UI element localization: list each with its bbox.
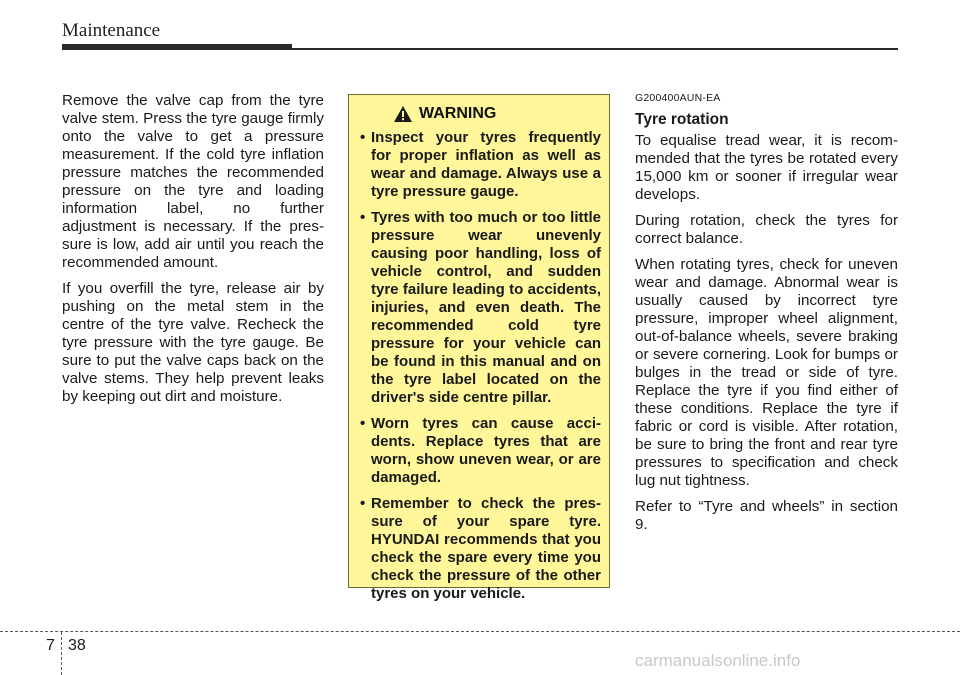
warning-title: WARNING bbox=[419, 105, 497, 122]
warning-item bbox=[361, 209, 601, 407]
paragraph: Refer to “Tyre and wheels” in section 9. bbox=[635, 498, 898, 533]
header-rule-thick bbox=[62, 44, 292, 50]
left-column bbox=[62, 92, 324, 414]
paragraph: If you overfill the tyre, release air by pushing on the metal stem in the centre of the tyre valve. Recheck the tyre pressure with the tyre gauge. Be sure to put the valve caps back on the valve stems. They help prevent leaks by keeping out dirt and moisture. bbox=[62, 280, 324, 405]
watermark: carmanualsonline.info bbox=[635, 651, 801, 670]
paragraph: To equalise tread wear, it is recommended that the tyres be rotated every 15,000 km or sooner if irregular wear develops. bbox=[635, 132, 898, 203]
paragraph: Remove the valve cap from the tyre valve stem. Press the tyre gauge firmly onto the valve to get a pressure measurement. If the cold tyre inflation pressure matches the recommended pressure on the tyre and loading information label, no further adjustment is necessary. If the pressure is low, add air until you reach the recommended amount. bbox=[62, 92, 324, 271]
warning-item-text: Inspect your tyres frequently for proper inflation as well as wear and damage. Always use a tyre pressure gauge. bbox=[371, 129, 601, 200]
footer-page-number: 38 bbox=[68, 637, 86, 654]
warning-list bbox=[361, 129, 601, 603]
header-title: Maintenance bbox=[62, 20, 161, 41]
bullet: • bbox=[360, 209, 366, 226]
header-rule-thin bbox=[292, 48, 898, 50]
footer-divider bbox=[61, 632, 62, 675]
bullet: • bbox=[360, 129, 366, 146]
section-code: G200400AUN-EA bbox=[635, 92, 721, 104]
paragraph: During rotation, check the tyres for correct balance. bbox=[635, 212, 898, 247]
warning-item bbox=[361, 495, 601, 603]
warning-item-text: Tyres with too much or too little pressure wear unevenly causing poor handling, loss of vehicle control, and sudden tyre failure leading to accidents, injuries, and even death. The recommended cold tyre pressure for your vehicle can be found in this manual and on the tyre label located on the driver's side centre pillar. bbox=[371, 209, 601, 406]
footer-rule bbox=[0, 631, 960, 632]
warning-item bbox=[361, 129, 601, 201]
footer-section-number: 7 bbox=[46, 637, 55, 654]
section-heading: Tyre rotation bbox=[635, 111, 729, 128]
right-column bbox=[635, 92, 898, 542]
bullet: • bbox=[360, 415, 366, 432]
bullet: • bbox=[360, 495, 366, 512]
warning-box bbox=[348, 94, 610, 602]
paragraph: When rotating tyres, check for uneven wear and damage. Abnormal wear is usually caused by incorrect tyre pressure, improper wheel alignment, out-of-balance wheels, severe braking or severe cornering. Look for bumps or bulges in the tread or side of tyre. Replace the tyre if you find either of these conditions. Replace the tyre if fabric or cord is visible. After rotation, be sure to bring the front and rear tyre pressures to specification and check lug nut tightness. bbox=[635, 256, 898, 489]
warning-triangle-icon bbox=[393, 105, 413, 123]
warning-header bbox=[393, 105, 601, 123]
warning-item-text: Worn tyres can cause accidents. Replace tyres that are worn, show uneven wear, or are damaged. bbox=[371, 415, 601, 486]
warning-item-text: Remember to check the pressure of your spare tyre. HYUNDAI recommends that you check the spare every time you check the pressure of the other tyres on your vehicle. bbox=[371, 495, 601, 602]
warning-item bbox=[361, 415, 601, 487]
